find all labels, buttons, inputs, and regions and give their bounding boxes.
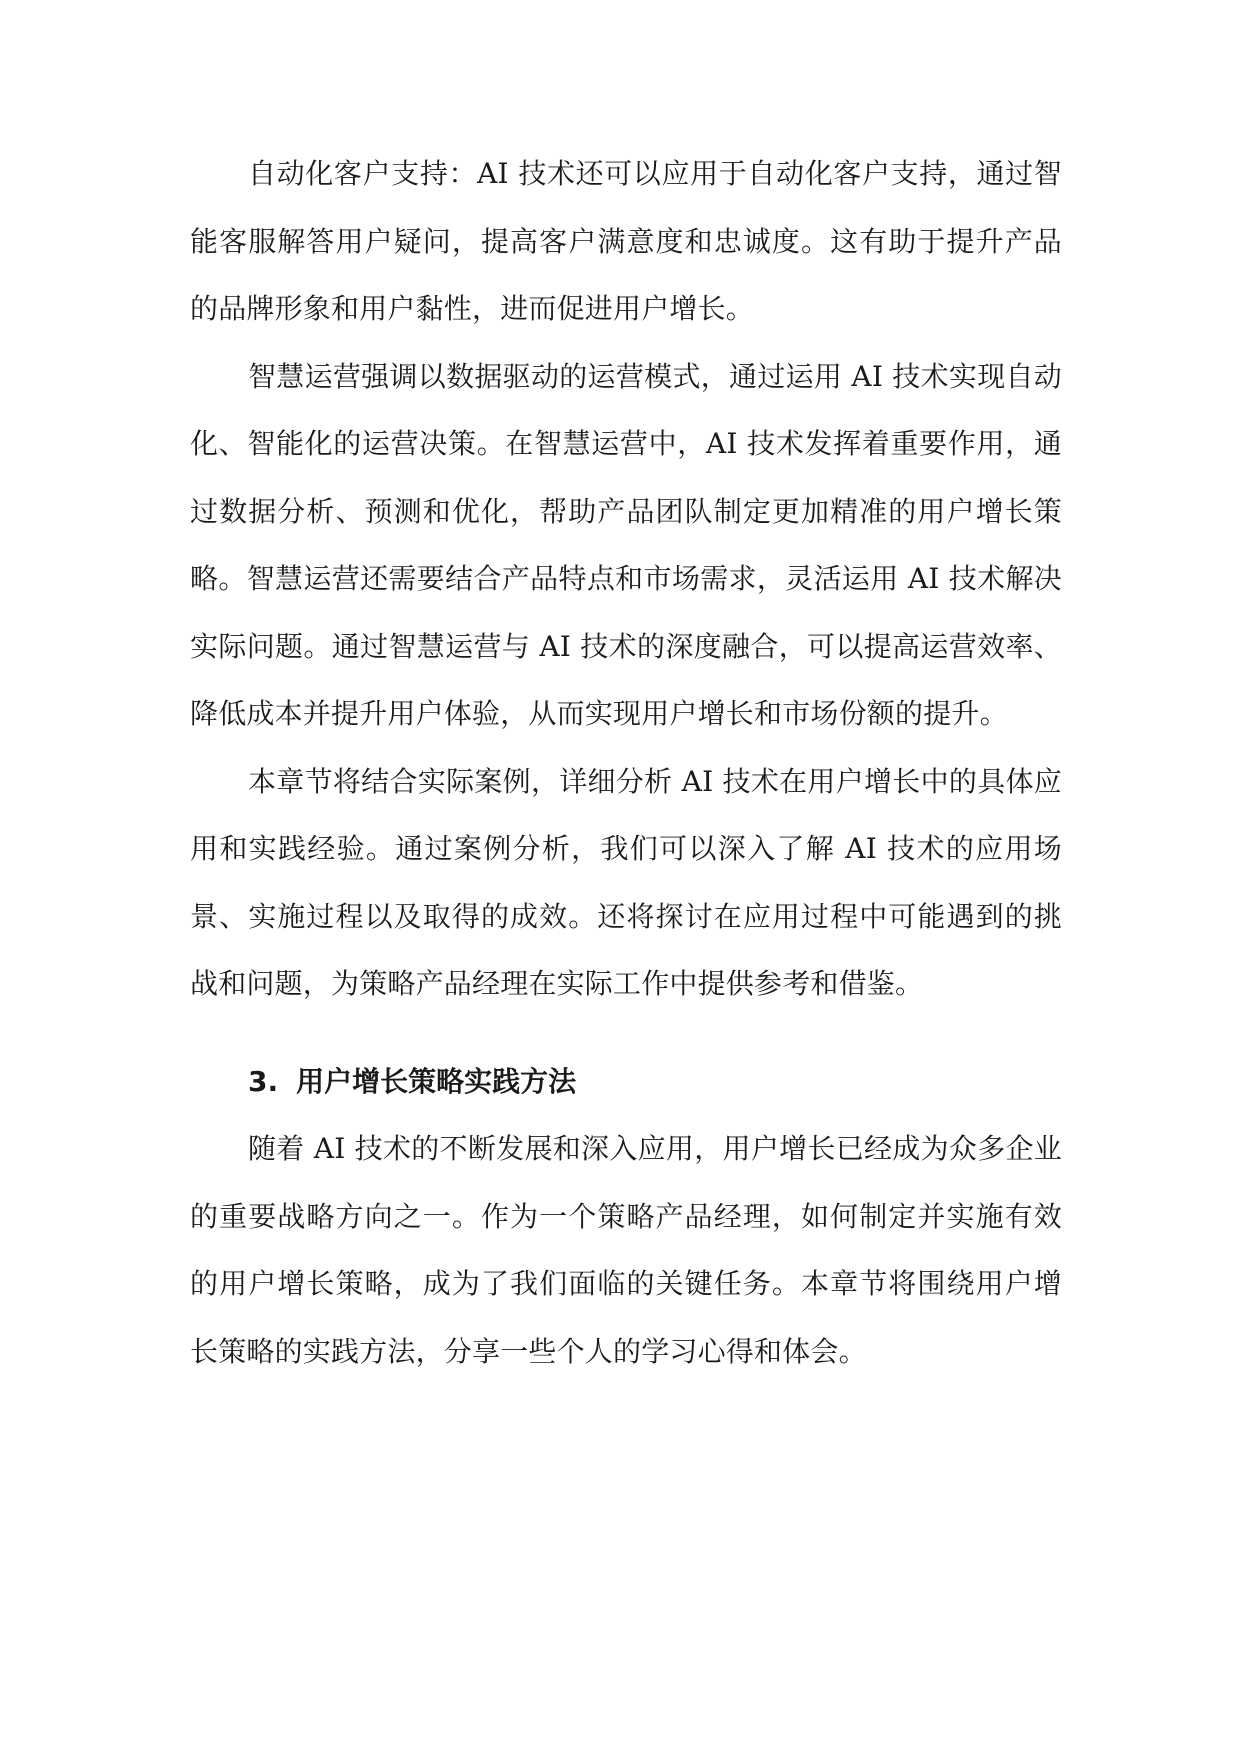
- section-number: 3.: [248, 1064, 279, 1098]
- paragraph-chapter-overview: 本章节将结合实际案例，详细分析 AI 技术在用户增长中的具体应用和实践经验。通过案例分析，我们可以深入了解 AI 技术的应用场景、实施过程以及取得的成效。还将探讨在应用过程中可能遇到的挑战和问题，为策略产品经理在实际工作中提供参考和借鉴。: [190, 764, 1062, 1000]
- paragraph-smart-operations: 智慧运营强调以数据驱动的运营模式，通过运用 AI 技术实现自动化、智能化的运营决策。在智慧运营中，AI 技术发挥着重要作用，通过数据分析、预测和优化，帮助产品团队制定更加精准的用户增长策略。智慧运营还需要结合产品特点和市场需求，灵活运用 AI 技术解决实际问题。通过智慧运营与 AI 技术的深度融合，可以提高运营效率、降低成本并提升用户体验，从而实现用户增长和市场份额的提升。: [190, 359, 1062, 730]
- document-body: [190, 140, 1062, 1385]
- paragraph-automated-support: 自动化客户支持：AI 技术还可以应用于自动化客户支持，通过智能客服解答用户疑问，提高客户满意度和忠诚度。这有助于提升产品的品牌形象和用户黏性，进而促进用户增长。: [190, 157, 1062, 325]
- paragraph-growth-strategy-intro: 随着 AI 技术的不断发展和深入应用，用户增长已经成为众多企业的重要战略方向之一。作为一个策略产品经理，如何制定并实施有效的用户增长策略，成为了我们面临的关键任务。本章节将围绕用户增长策略的实践方法，分享一些个人的学习心得和体会。: [190, 1132, 1062, 1368]
- section-title: 用户增长策略实践方法: [296, 1064, 577, 1098]
- section-heading: [190, 1048, 1062, 1116]
